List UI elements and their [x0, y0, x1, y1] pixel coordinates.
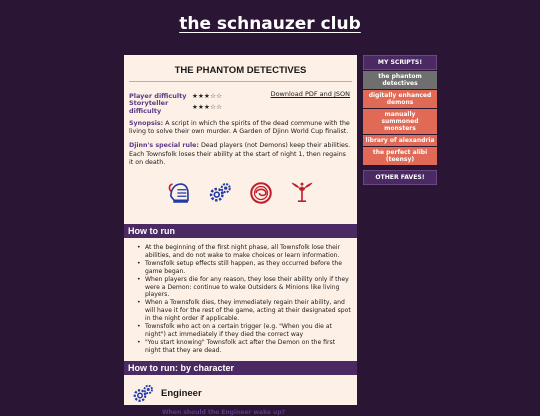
winged-goblet-icon	[289, 180, 315, 206]
character-icons	[129, 180, 352, 210]
swirl-seal-icon	[248, 180, 274, 206]
difficulty-info	[129, 90, 352, 114]
sidebar-item-phantom-detectives[interactable]: the phantom detectives	[363, 70, 437, 89]
character-row	[129, 381, 352, 407]
how-to-run-list	[137, 244, 352, 355]
engineer-gears-icon	[131, 382, 155, 406]
sidebar-item-perfect-alibi[interactable]: the perfect alibi (teensy)	[363, 146, 437, 165]
page-title: THE PHANTOM DETECTIVES	[129, 65, 352, 82]
sidebar	[363, 55, 437, 185]
character-question: When should the Engineer wake up?	[162, 408, 286, 416]
list-item: • When players die for any reason, they lose their ability only if they were a Demon: continue to wake Outsiders & Minions like living players.	[137, 276, 352, 300]
player-difficulty-stars: ★★★☆☆	[192, 91, 223, 100]
main-content	[124, 55, 357, 416]
synopsis-text: A script in which the spirits of the dead commune with the living to solve their own murder. A Garden of Djinn World Cup finalist.	[129, 120, 350, 136]
player-difficulty-label: Player difficulty	[129, 91, 187, 100]
list-item: • "You start knowing" Townsfolk act after the Demon on the first night that they are dead.	[137, 339, 352, 355]
list-item: • Townsfolk who act on a certain trigger (e.g. "When you die at night") act immediately if they died the correct way	[137, 323, 352, 339]
how-to-run-heading: How to run	[124, 224, 357, 238]
knight-helmet-icon	[166, 180, 192, 206]
list-item: • When a Townsfolk dies, they immediately regain their ability, and will have it for the rest of the game, acting at their designated spot in the night order if applicable.	[137, 299, 352, 323]
by-character-heading: How to run: by character	[124, 361, 357, 375]
storyteller-difficulty-label: Storyteller difficulty	[129, 98, 169, 115]
character-name: Engineer	[161, 388, 202, 400]
sidebar-item-digitally-enhanced-demons[interactable]: digitally enhanced demons	[363, 89, 437, 108]
storyteller-difficulty-stars: ★★★☆☆	[192, 102, 223, 111]
storyteller-difficulty-row	[129, 98, 352, 115]
sidebar-item-manually-summoned-monsters[interactable]: manually summoned monsters	[363, 108, 437, 134]
special-rule	[129, 142, 352, 167]
special-rule-label: Djinn's special rule:	[129, 142, 199, 150]
synopsis	[129, 120, 352, 136]
download-link[interactable]: Download PDF and JSON	[270, 90, 350, 98]
list-item: • Townsfolk setup effects still happen, as they occurred before the game began.	[137, 260, 352, 276]
list-item: • At the beginning of the first night phase, all Townsfolk lose their abilities, and do not wake to make choices or learn information.	[137, 244, 352, 260]
special-rule-text: Dead players (not Demons) keep their abilities. Each Townsfolk loses their ability at the start of night 1, then regains it on death.	[129, 142, 351, 166]
sidebar-heading: MY SCRIPTS!	[363, 55, 437, 70]
sidebar-item-library-of-alexandria[interactable]: library of alexandria	[363, 134, 437, 146]
other-faves-button[interactable]: OTHER FAVES!	[363, 170, 437, 185]
synopsis-label: Synopsis:	[129, 120, 164, 127]
gears-icon	[207, 180, 233, 206]
site-title[interactable]: the schnauzer club	[179, 14, 361, 34]
